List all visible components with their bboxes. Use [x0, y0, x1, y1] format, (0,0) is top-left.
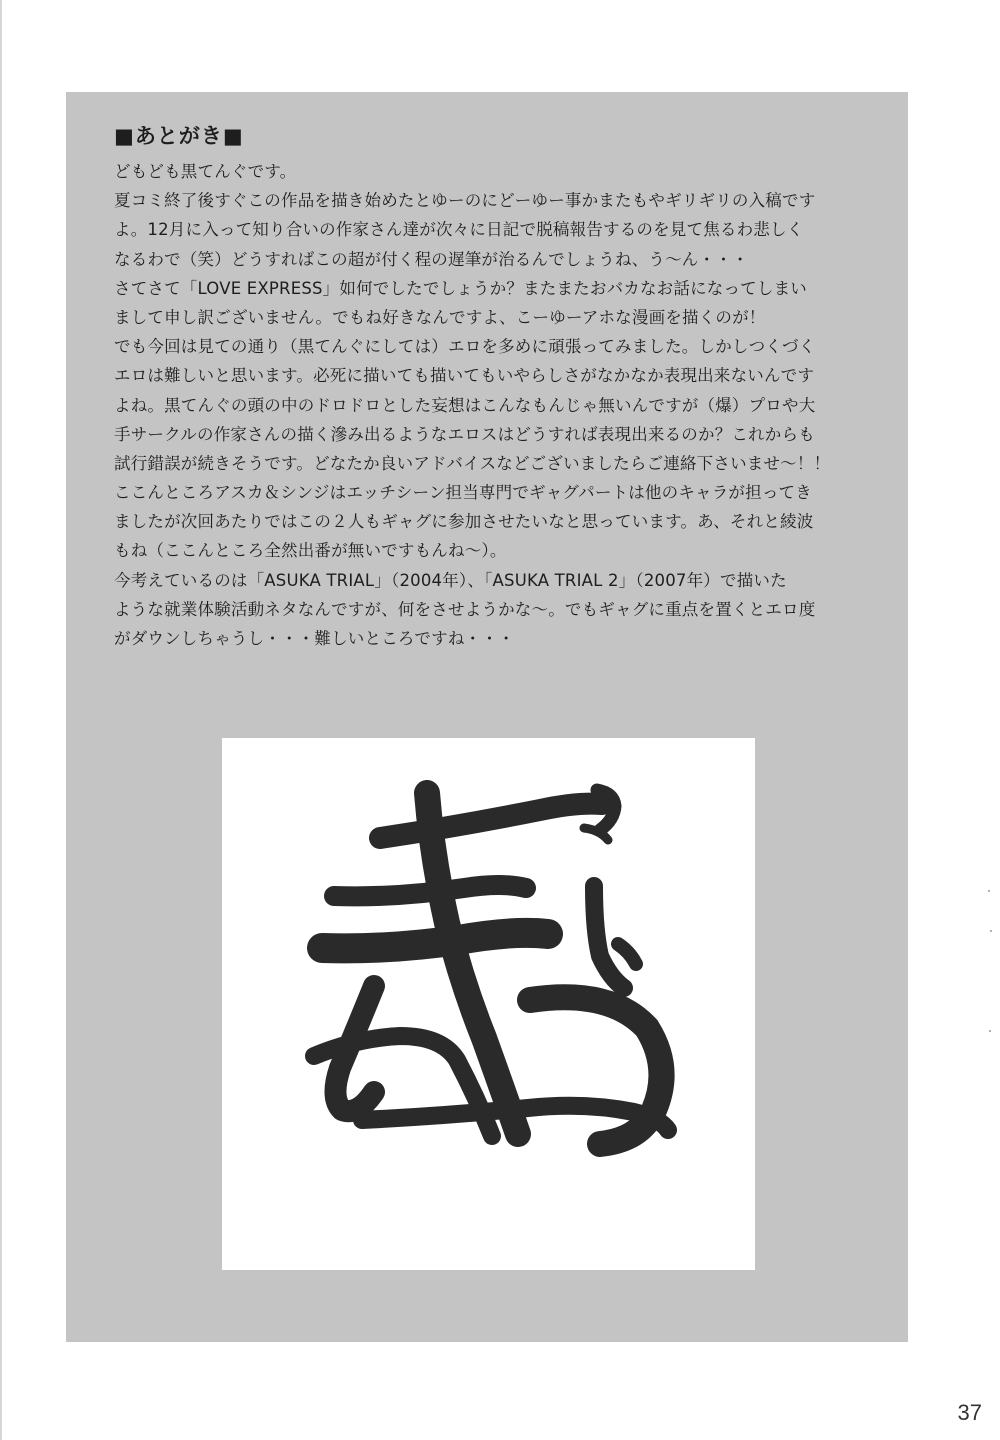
- afterword-line: エロは難しいと思います。必死に描いても描いてもいやらしさがなかなか表現出来ないんです: [114, 366, 815, 386]
- afterword-body: [114, 157, 884, 653]
- scan-speck: [990, 930, 992, 932]
- afterword-line: なるわで（笑）どうすればこの超が付く程の遅筆が治るんでしょうね、う〜ん・・・: [114, 249, 749, 269]
- afterword-line: よね。黒てんぐの頭の中のドロドロとした妄想はこんなもんじゃ無いんですが（爆）プロや大: [114, 395, 816, 415]
- afterword-line: ここんところアスカ＆シンジはエッチシーン担当専門でギャグパートは他のキャラが担ってき: [114, 483, 812, 503]
- scan-speck: [989, 1030, 991, 1032]
- afterword-line: まして申し訳ございません。でもね好きなんですよ、こーゆーアホな漫画を描くのが！: [114, 307, 766, 327]
- page-edge: [0, 0, 2, 1440]
- afterword-line: さてさて「LOVE EXPRESS」如何でしたでしょうか？またまたおバカなお話になってしまい: [114, 278, 807, 298]
- afterword-line: ましたが次回あたりではこの２人もギャグに参加させたいなと思っています。あ、それと綾波: [114, 512, 814, 532]
- afterword-heading: ■あとがき■: [114, 124, 244, 148]
- calligraphy-artwork: [222, 738, 755, 1270]
- afterword-line: がダウンしちゃうし・・・難しいところですね・・・: [114, 629, 515, 648]
- afterword-line: どもども黒てんぐです。: [114, 162, 297, 181]
- page-number: 37: [957, 1400, 982, 1425]
- afterword-line: ような就業体験活動ネタなんですが、何をさせようかな〜。でもギャグに重点を置くとエロ度: [114, 599, 816, 619]
- calligraphy-brush-strokes: [222, 738, 755, 1270]
- afterword-line: でも今回は見ての通り（黒てんぐにしては）エロを多めに頑張ってみました。しかしつくづく: [114, 337, 816, 357]
- scan-speck: [988, 890, 990, 892]
- afterword-line: 試行錯誤が続きそうです。どなたか良いアドバイスなどございましたらご連絡下さいませ〜！！: [114, 453, 831, 473]
- afterword-line: よ。12月に入って知り合いの作家さん達が次々に日記で脱稿報告するのを見て焦るわ悲しく: [114, 220, 804, 240]
- afterword-line: 今考えているのは「ASUKA TRIAL」（2004年）、「ASUKA TRIAL 2」（2007年）で描いた: [114, 570, 787, 590]
- afterword-line: もね（ここんところ全然出番が無いですもんね〜）。: [114, 541, 507, 561]
- afterword-line: 手サークルの作家さんの描く滲み出るようなエロスはどうすれば表現出来るのか？これからも: [114, 424, 815, 444]
- afterword-line: 夏コミ終了後すぐこの作品を描き始めたとゆーのにどーゆー事かまたもやギリギリの入稿です: [114, 191, 816, 211]
